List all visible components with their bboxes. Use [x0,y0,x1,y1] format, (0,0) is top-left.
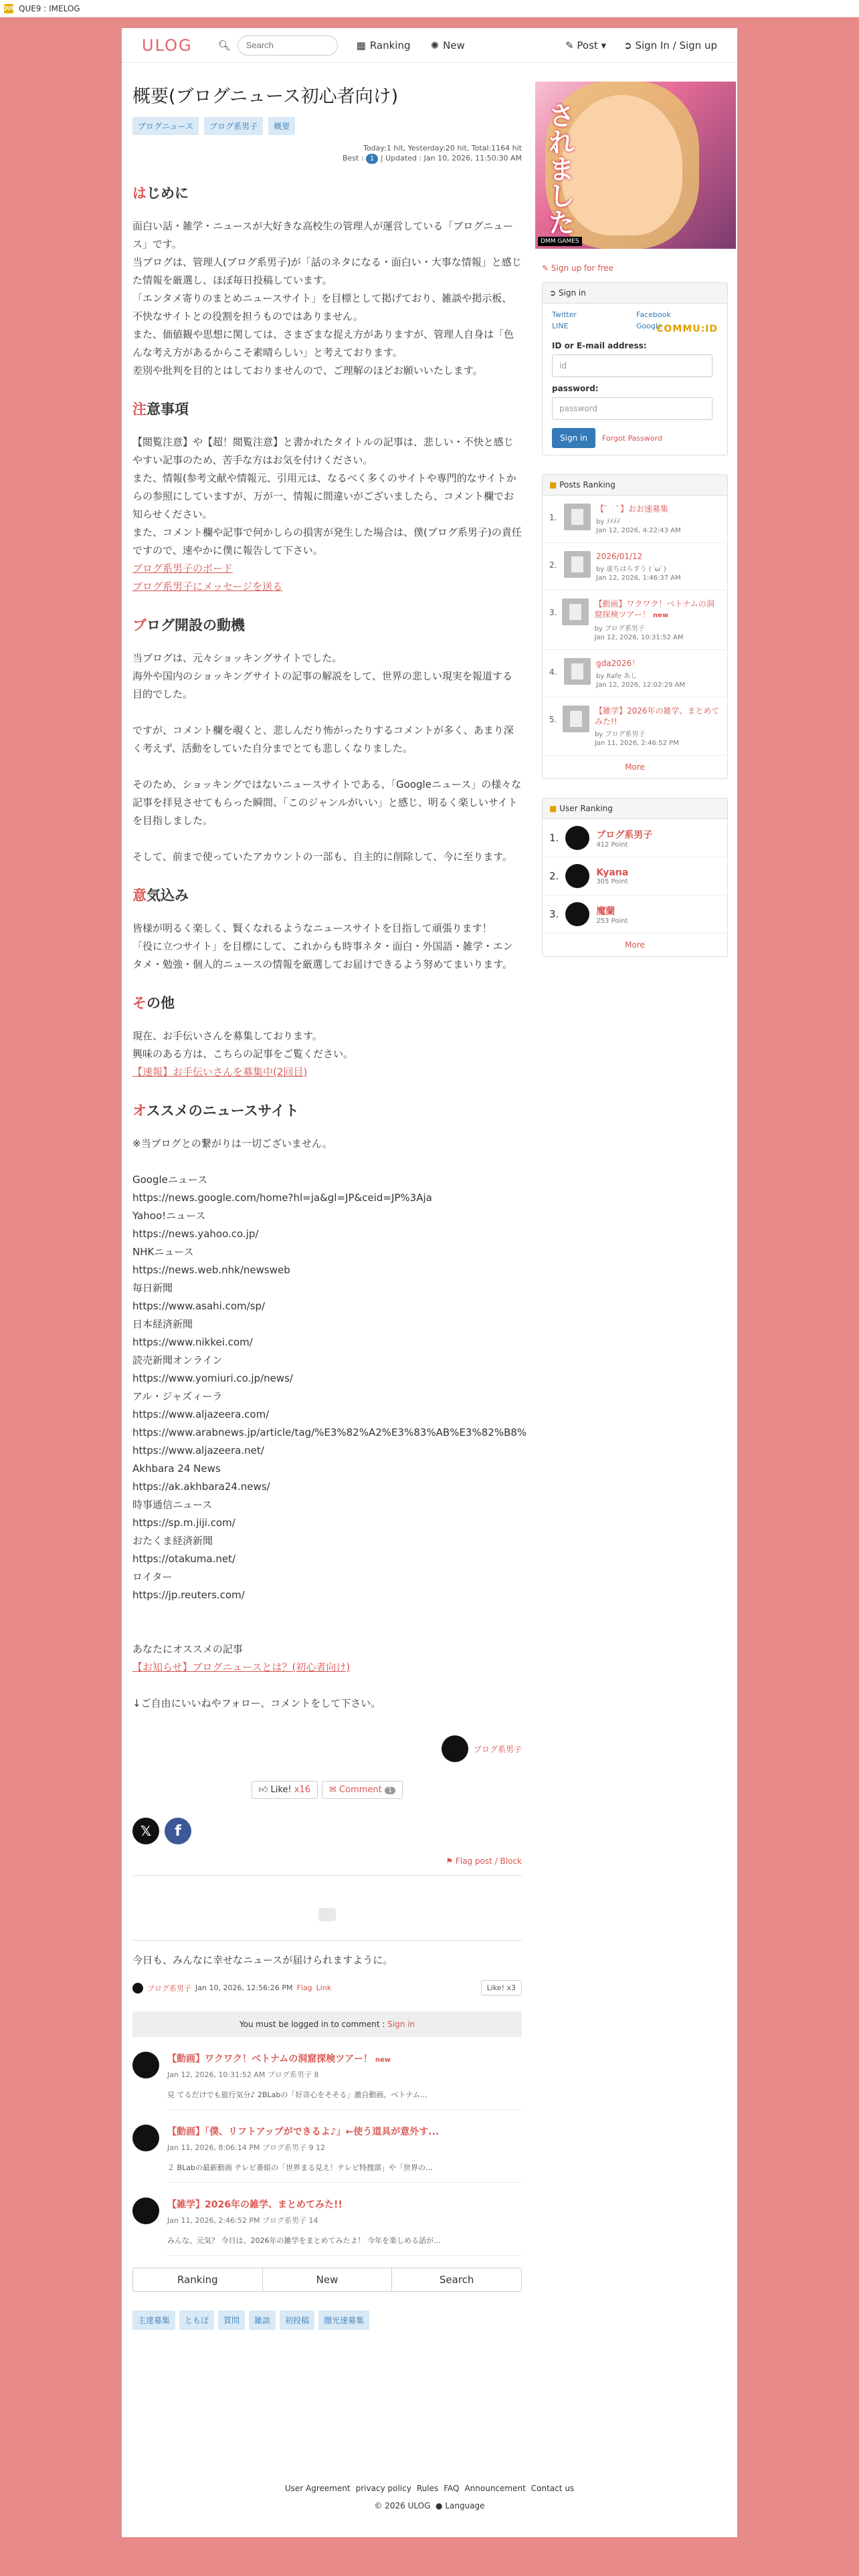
footer-link[interactable]: Contact us [531,2484,575,2493]
paragraph-line: また、コメント欄や記事で何かしらの損害が発生した場合は、僕(ブログ系男子)の責任ですので、速やかに僕に報告して下さい。 [132,526,522,556]
best-label: Best : [342,154,364,163]
ranking-author: by Rafe あし [596,673,638,680]
search-input[interactable] [237,35,338,56]
article-tag[interactable]: ブログニュース [132,117,199,135]
commenter-avatar [132,1983,143,1994]
paragraph-line: そのため、ショッキングではないニュースサイトである、「Googleニュース」の様々な記事を拝見させてもらった瞬間、「このジャンルがいい」と感じ、明るく楽しいサイトを目指しました。 [132,778,522,827]
nav-ranking[interactable] [357,39,411,51]
ranking-icon: ▦ [356,39,366,51]
bottom-tag[interactable]: ともぼ [179,2311,214,2330]
paragraph-line: 海外や国内のショッキングサイトの記事の解説をして、世界の悲しい現実を報道する目的でした。 [132,670,512,700]
facebook-share-icon[interactable]: f [165,1818,191,1844]
paragraph-line: ※当ブログとの繋がりは一切ございません。 [132,1138,332,1150]
bottom-tags [132,2311,522,2330]
article-link[interactable]: ブログ系男子のボード [132,562,233,574]
brand-logo[interactable]: ULOG [142,35,193,55]
footer-links [122,2484,737,2493]
divider [132,1940,522,1941]
login-prompt: You must be logged in to comment : [239,2020,385,2029]
ranking-number: 5. [549,715,557,724]
section-heading-rest: の他 [147,995,175,1011]
ranking-title-text: gda2026！ [596,659,640,668]
paragraph-line: そして、前まで使っていたアカウントの一部も、自主的に削除して、今に至ります。 [132,851,513,863]
post-title-text: 【動画】ワクワク！ベトナムの洞窟探検ツアー！ [167,2054,373,2064]
divider [132,1875,522,1876]
ranking-date: Jan 12, 2026, 4:22:43 AM [596,527,681,534]
ranking-thumbnail [564,658,591,685]
password-label: password: [552,384,599,393]
ranking-title[interactable] [596,504,681,514]
post-avatar [132,2197,159,2224]
section-heading-initial: そ [132,995,147,1011]
bottom-tag[interactable]: 雑談 [249,2311,276,2330]
ranking-item[interactable] [543,650,727,697]
ranking-content [596,504,681,534]
section-heading [132,183,522,203]
blank-line [132,830,522,848]
paragraph-line: 差別や批判を目的とはしておりませんので、ご理解のほどお願いいたします。 [132,364,483,377]
page-container [122,63,737,2537]
flag-post-link[interactable]: ⚑ Flag post / Block [446,1856,522,1866]
like-label: Like! [270,1785,292,1795]
ad-banner[interactable] [535,82,736,249]
post-meta: Jan 12, 2026, 10:31:52 AM ブログ系男子 8 [167,2070,319,2079]
section-heading [132,399,522,419]
post-label: Post [577,39,598,51]
blank-line [132,758,522,776]
posts-ranking-panel [542,474,728,779]
user-info [596,904,628,925]
article-tag[interactable]: 概要 [268,117,295,135]
search-box [218,35,338,56]
paragraph-line: https://otakuma.net/ [132,1553,235,1565]
posts-ranking-more[interactable]: More [625,762,645,772]
user-ranking-panel [542,798,728,957]
signin-panel-header: ➲ Sign in [543,283,727,304]
section-heading-rest: 気込み [147,887,189,903]
posts-ranking-list [543,496,727,756]
bottom-tag[interactable]: 闇光速募集 [318,2311,369,2330]
forgot-password-link[interactable]: Forgot Password [601,433,662,443]
article-link[interactable]: 【速報】お手伝いさんを募集中(2回目) [132,1066,308,1078]
paragraph-line: https://www.aljazeera.net/ [132,1444,264,1457]
ranking-content [596,658,685,689]
top-navbar [122,28,737,63]
user-rank-number: 1. [549,832,559,844]
favicon: QUE [4,4,13,13]
paragraph-line: https://www.asahi.com/sp/ [132,1300,266,1312]
comment-meta [132,1980,522,1996]
social-login-twitter[interactable]: Twitter [552,310,577,319]
banner-logo: DMM GAMES [538,237,582,246]
section-heading-rest: ログ開設の動機 [147,617,245,633]
bottom-nav [132,2268,522,2292]
ranking-content [596,551,681,582]
new-icon: ✺ [430,39,440,51]
x-share-icon[interactable]: 𝕏 [132,1818,159,1844]
paragraph-line: また、情報(参考文献や情報元、引用元は、なるべく多くのサイトや専門的なサイトからの参照にしていますが、万が一、情報に間違いがございましたら、コメント欄でお知らせください。 [132,472,516,520]
nav-ranking-label: Ranking [369,39,411,51]
ranking-author: by ﾒﾒﾒﾒ [596,518,620,526]
best-badge: 1 [366,154,378,164]
footer-link[interactable]: User Agreement [284,2484,351,2493]
post-meta: Jan 11, 2026, 8:06:14 PM ブログ系男子 9 12 [167,2143,325,2152]
section-heading-initial: 意 [132,887,147,903]
article-link[interactable]: 【お知らせ】ブログニュースとは？(初心者向け) [132,1661,351,1673]
user-ranking-list [543,819,727,934]
section-heading-initial: 注 [132,401,147,417]
ranking-title-text: 【雑学】2026年の雑学、まとめてみた!! [594,706,720,726]
comment-link[interactable]: Link [316,1983,332,1992]
user-info [596,867,628,885]
ranking-date: Jan 12, 2026, 12:02:29 AM [596,681,686,689]
paragraph-line: おたくま経済新聞 [132,1535,213,1547]
ranking-thumbnail [564,504,591,530]
paragraph-line: 「エンタメ寄りのまとめニュースサイト」を目標として掲げており、雑談や掲示板、不快なサイトとの役割を担うものではありません。 [132,292,512,322]
signin-label: Sign In / Sign up [635,39,717,51]
ranking-item[interactable] [543,697,727,756]
post-excerpt: みんな、元気？ 今日は、2026年の雑学をまとめてみたよ！ 今年を楽しめる話が... [167,2235,522,2256]
user-ranking-more[interactable]: More [625,940,645,950]
browser-tab[interactable] [0,0,859,17]
post-title[interactable] [167,2125,522,2138]
trophy-icon: ■ [549,804,557,813]
comment-button[interactable] [322,1781,403,1799]
paragraph-line: 面白い話・雑学・ニュースが大好きな高校生の管理人が運営している「ブログニュース」です。 [132,220,513,250]
signup-free-link[interactable]: ✎ Sign up for free [542,263,613,273]
signin-link[interactable]: ➲ Sign In / Sign up [624,39,717,51]
post-content [167,2052,522,2110]
ranking-title-text: 【動画】ワクワク！ベトナムの洞窟探検ツアー！ [594,599,714,619]
post-avatar [132,2125,159,2151]
ranking-title[interactable] [596,551,681,562]
password-input[interactable]: password [552,397,712,420]
footer-link[interactable]: Rules [416,2484,439,2493]
article-link[interactable]: ブログ系男子にメッセージを送る [132,580,283,593]
footer-link[interactable]: FAQ [444,2484,460,2493]
new-badge: new [652,612,669,619]
language-link[interactable]: Language [445,2501,485,2510]
section-heading-rest: じめに [147,185,189,201]
banner-art [562,95,682,235]
ranking-author: by ブログ系男子 [594,625,645,633]
footer-link[interactable]: privacy policy [355,2484,411,2493]
user-ranking-item[interactable] [543,895,727,934]
comment-like-button[interactable]: Like! x3 [481,1980,522,1996]
ranking-number: 1. [549,513,557,522]
login-prompt-link[interactable]: Sign in [387,2020,415,2029]
section-heading-initial: は [132,185,147,201]
list-item[interactable] [132,2183,522,2256]
paragraph-line: https://news.google.com/home?hl=ja&gl=JP&ceid=JP%3Aja [132,1192,432,1204]
user-avatar [565,826,589,850]
posts-ranking-title: Posts Ranking [559,480,615,490]
paragraph-line: https://www.arabnews.jp/article/tag/%E3%82%A2%E3%83%AB%E3%82%B8% [132,1426,527,1438]
bottom-tag[interactable]: 初投稿 [280,2311,314,2330]
like-button[interactable] [252,1781,318,1799]
paragraph-line: https://sp.m.jiji.com/ [132,1517,235,1529]
sidebar [542,82,728,976]
paragraph-line: 毎日新聞 [132,1282,173,1294]
article-tag[interactable]: ブログ系男子 [204,117,263,135]
ranking-thumbnail [562,599,589,625]
bottom-tag[interactable]: 主達募集 [132,2311,175,2330]
footer [122,2484,737,2510]
ranking-author: by ブログ系男子 [594,731,646,738]
paragraph-line: NHKニュース [132,1246,194,1258]
signin-title: Sign in [558,288,586,298]
bottom-nav-button[interactable]: New [263,2268,393,2291]
flag-label: Flag post / Block [455,1856,522,1866]
author-name[interactable]: ブログ系男子 [473,1744,522,1754]
paragraph-line: 日本経済新聞 [132,1318,193,1330]
section-heading [132,992,522,1012]
reaction-bar [132,1781,522,1799]
paragraph-line: 興味のある方は、こちらの記事をご覧ください。 [132,1048,354,1060]
bottom-nav-button[interactable]: Ranking [133,2268,263,2291]
post-content [167,2197,522,2256]
paragraph-line: https://news.web.nhk/newsweb [132,1264,290,1276]
nav-new-label: New [443,39,465,51]
list-item[interactable] [132,2037,522,2110]
post-avatar [132,2052,159,2078]
blank-line [132,704,522,722]
share-buttons [132,1818,522,1844]
ranking-item[interactable] [543,591,727,650]
paragraph-line: 「役に立つサイト」を目標にして、これからも時事ネタ・面白・外国語・雑学・エンタメ・勉強・個人的ニュースの情報を厳選してお届けできるよう努めてまいります。 [132,940,513,970]
paragraph-line: 時事通信ニュース [132,1499,213,1511]
paragraph-line: https://www.nikkei.com/ [132,1336,253,1348]
user-info [596,828,652,849]
ranking-number: 3. [549,608,557,617]
comment-flag-link[interactable]: Flag [296,1983,312,1992]
commu-id-logo[interactable]: COMMU:ID [656,324,718,334]
blank-line [132,1604,522,1622]
ranking-title-text: 【ﾟ ﾟ】おお速募集 [596,504,669,514]
id-input[interactable]: id [552,354,712,377]
user-ranking-title: User Ranking [559,804,613,813]
user-ranking-item[interactable] [543,819,727,857]
nav-new[interactable] [431,39,465,51]
ranking-title[interactable] [596,658,685,669]
user-rank-number: 3. [549,908,559,920]
ranking-title[interactable] [595,706,721,727]
paragraph-line: https://news.yahoo.co.jp/ [132,1228,259,1240]
user-rank-number: 2. [549,870,559,882]
article [132,82,527,2330]
ranking-number: 2. [549,560,557,570]
comment-text: 今日も、みんなに幸せなニュースが届けられますように。 [132,1954,393,1966]
post-title[interactable] [167,2052,522,2065]
ranking-date: Jan 11, 2026, 2:46:52 PM [594,740,679,747]
paragraph-line: Akhbara 24 News [132,1463,221,1475]
ranking-author: by 虚ちはらすう (´ω`) [596,566,666,573]
post-menu-button[interactable]: ✎ Post ▾ [565,39,607,51]
ranking-number: 4. [549,667,557,677]
user-name[interactable]: Kyana [596,867,629,878]
blank-line [132,1622,522,1640]
ranking-thumbnail [564,551,591,578]
ranking-thumbnail [563,706,589,732]
paragraph-line: アル・ジャズィーラ [132,1390,223,1402]
paragraph-line: https://jp.reuters.com/ [132,1589,245,1601]
paragraph-line: ですが、コメント欄を覗くと、悲しんだり怖がったりするコメントが多く、あまり深く考えず、活動をしていた自分までとても悲しくなりました。 [132,724,514,754]
paragraph-line: 皆様が明るく楽しく、賢くなれるようなニュースサイトを目指して頑張ります！ [132,922,492,934]
ranking-date: Jan 12, 2026, 10:31:52 AM [594,634,684,641]
author-avatar [442,1735,468,1762]
signin-panel [542,282,728,455]
author-signature[interactable] [132,1735,522,1762]
paragraph-line: https://ak.akhbara24.news/ [132,1481,270,1493]
hit-counts: Today:1 hit, Yesterday:20 hit, Total:1164 hit [363,144,522,152]
new-badge: new [375,2056,391,2064]
globe-icon: ● [436,2501,443,2510]
updated-date: Updated : Jan 10, 2026, 11:50:30 AM [385,154,522,163]
section-heading-rest: ススメのニュースサイト [146,1103,299,1119]
paragraph-line: https://www.aljazeera.com/ [132,1408,270,1420]
user-avatar [565,902,589,926]
thumb-up-icon: 👍︎ [258,1785,268,1795]
trophy-icon: ■ [549,480,557,490]
ranking-content [594,599,721,641]
section-heading [132,885,522,905]
ranking-title[interactable] [594,599,721,621]
user-points: 253 Point [596,917,628,925]
comment-bubble-icon [318,1908,336,1921]
paragraph-line: 当ブログは、管理人(ブログ系男子)が「話のネタになる・面白い・大事な情報」と感じた情報を厳選し、ほぼ毎日投稿しています。 [132,256,522,286]
user-ranking-item[interactable] [543,857,727,895]
paragraph-line: Googleニュース [132,1174,208,1186]
user-name[interactable]: ブログ系男子 [596,829,653,841]
user-ranking-header [543,798,727,819]
ranking-title-text: 2026/01/12 [596,552,643,561]
social-login-facebook[interactable]: Facebook [636,310,671,319]
signup-free-label: Sign up for free [551,263,613,273]
ranking-item[interactable] [543,543,727,591]
copyright: © 2026 ULOG [374,2501,431,2510]
paragraph-line: 読売新聞オンライン [132,1354,223,1366]
post-excerpt: 見 てるだけでも旅行気分♪ 2BLabの「好奇心をそそる」激自動画、ベトナム... [167,2089,522,2110]
login-to-comment [132,2012,522,2037]
ranking-item[interactable] [543,496,727,543]
search-icon: 🔍︎ [217,39,231,51]
ranking-content [595,706,721,747]
banner-text: されました [544,102,575,235]
signin-button[interactable]: Sign in [552,428,595,448]
id-label: ID or E-mail address: [552,341,647,350]
section-heading-rest: 意事項 [147,401,189,417]
section-heading-initial: ブ [132,617,147,633]
paragraph-line: また、価値観や思想に関しては、さまざまな捉え方がありますが、管理人自身は「色んな考え方があるからこそ素晴らしい」と考えております。 [132,328,514,358]
related-posts [132,2037,522,2256]
paragraph-line: 現在、お手伝いさんを募集しております。 [132,1030,322,1042]
user-name[interactable]: 魔蘭 [596,905,615,917]
ranking-date: Jan 12, 2026, 1:46:37 AM [596,574,681,582]
social-login-line[interactable]: LINE [552,322,569,330]
paragraph-line: ロイター [132,1571,173,1583]
paragraph-line: Yahoo!ニュース [132,1210,206,1222]
paragraph-line: 当ブログは、元々ショッキングサイトでした。 [132,652,343,664]
paragraph-line: 【閲覧注意】や【超！閲覧注意】と書かれたタイトルの記事は、悲しい・不快と感じやすい記事のため、苦手な方はお気を付けください。 [132,436,514,466]
blank-line [132,1153,522,1171]
social-login-google[interactable]: Google [636,322,662,330]
comment-icon: ✉ [329,1785,337,1795]
blank-line [132,1677,522,1695]
section-heading [132,615,522,635]
tab-title: QUE9 : IMELOG [19,3,80,13]
article-body [132,183,527,1713]
post-title-text: 【動画】「僕、リフトアップができるよ♪」←使う道具が意外す... [167,2127,440,2137]
footer-link[interactable]: Announcement [464,2484,526,2493]
comment-label: Comment [339,1785,382,1795]
post-title-text: 【雑学】2026年の雑学、まとめてみた!! [167,2199,343,2210]
paragraph-line: ↓ご自由にいいねやフォロー、コメントをして下さい。 [132,1697,381,1709]
section-heading-initial: オ [132,1103,147,1119]
comment-count: 1 [385,1787,395,1794]
post-excerpt: ２ BLabの最新動画 テレビ番組の「世界まる見え！テレビ特捜部」や「世界の... [167,2162,522,2183]
article-tags [132,117,522,135]
post-content [167,2125,522,2183]
post-title[interactable] [167,2197,522,2211]
section-heading [132,1100,522,1120]
bottom-tag[interactable]: 質問 [218,2311,245,2330]
user-avatar [565,864,589,888]
article-title: 概要(ブログニュース初心者向け) [132,86,399,107]
user-points: 305 Point [596,877,628,885]
list-item[interactable] [132,2110,522,2183]
bottom-nav-button[interactable]: Search [439,2274,474,2286]
comment-date: Jan 10, 2026, 12:56:26 PM [195,1983,293,1992]
paragraph-line: あなたにオススメの記事 [132,1643,243,1655]
post-meta: Jan 11, 2026, 2:46:52 PM ブログ系男子 14 [167,2216,318,2225]
paragraph-line: https://www.yomiuri.co.jp/news/ [132,1372,293,1384]
posts-ranking-header [543,475,727,496]
user-points: 412 Point [596,841,628,849]
like-count: x16 [294,1785,310,1795]
article-meta: Today:1 hit, Yesterday:20 hit, Total:1164 hit Best : 1 | Updated : Jan 10, 2026, 11:50:30 AM [132,143,522,164]
commenter-name[interactable]: ブログ系男子 [147,1983,191,1993]
